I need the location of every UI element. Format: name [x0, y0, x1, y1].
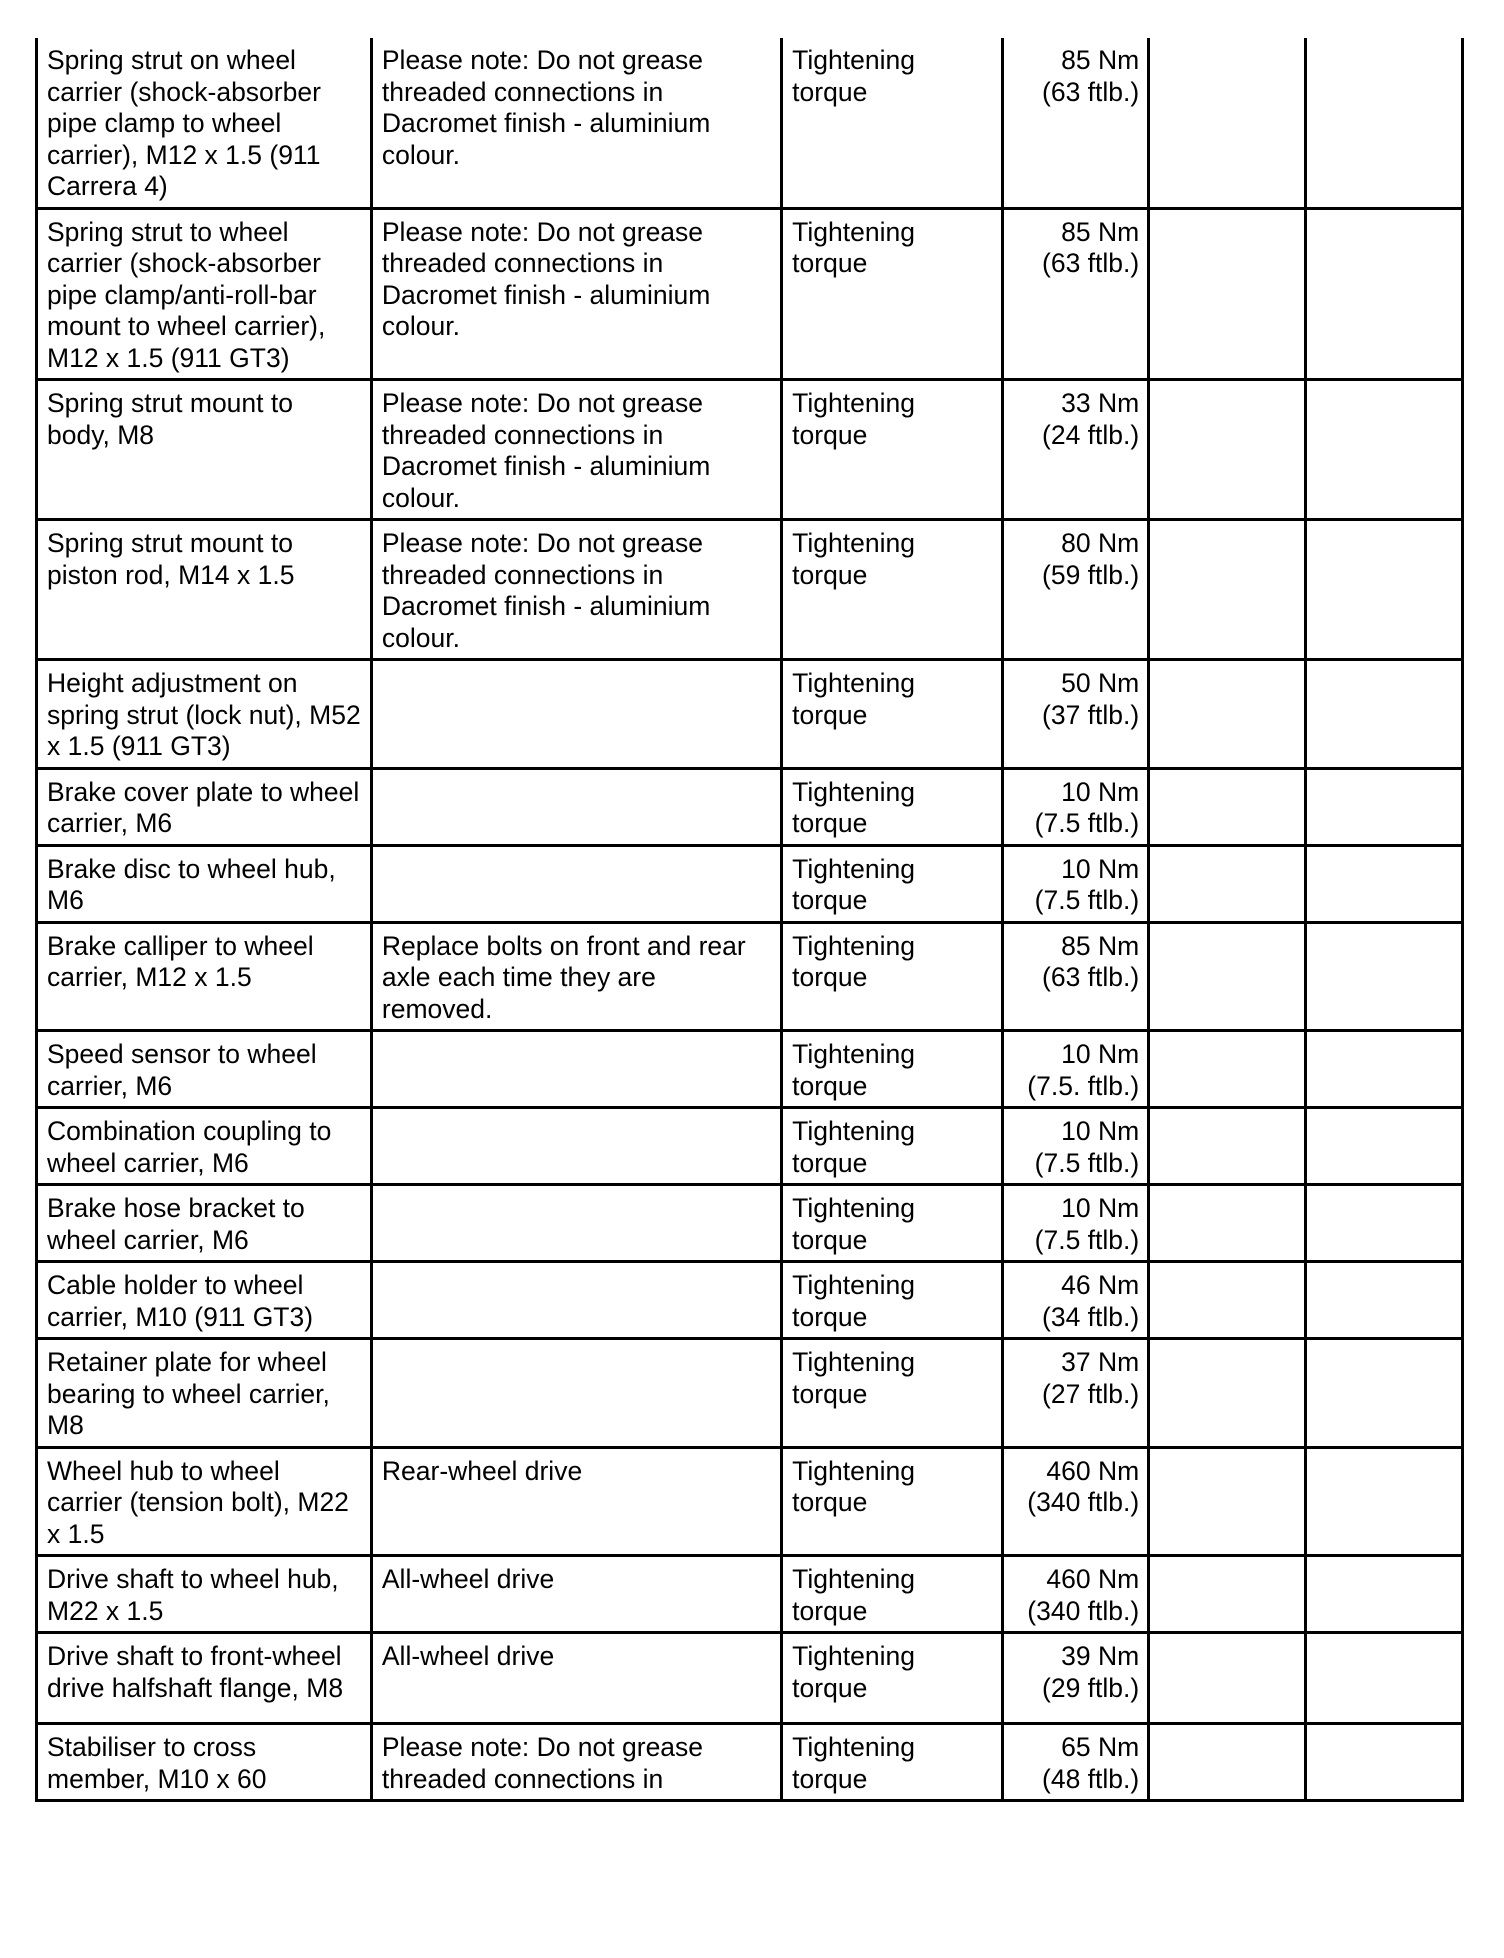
empty-cell: [1306, 1031, 1463, 1108]
component-cell: Height adjustment on spring strut (lock nut), M52 x 1.5 (911 GT3): [37, 660, 372, 769]
note-cell: Please note: Do not grease threaded connections in Dacromet finish - aluminium colour.: [371, 208, 781, 380]
table-row: [37, 1556, 1463, 1633]
torque-type-cell: Tightening torque: [782, 208, 1003, 380]
empty-cell: [1306, 1262, 1463, 1339]
torque-type-cell: Tightening torque: [782, 380, 1003, 520]
empty-cell: [1149, 38, 1306, 208]
empty-cell: [1306, 1447, 1463, 1556]
torque-type-cell: Tightening torque: [782, 1633, 1003, 1724]
component-cell: Drive shaft to front-wheel drive halfshaft flange, M8: [37, 1633, 372, 1724]
torque-value-cell: 46 Nm (34 ftlb.): [1003, 1262, 1149, 1339]
table-row: [37, 845, 1463, 922]
component-cell: Brake cover plate to wheel carrier, M6: [37, 768, 372, 845]
note-cell: [371, 660, 781, 769]
note-cell: Rear-wheel drive: [371, 1447, 781, 1556]
empty-cell: [1306, 1108, 1463, 1185]
empty-cell: [1306, 38, 1463, 208]
torque-value-cell: 85 Nm (63 ftlb.): [1003, 922, 1149, 1031]
torque-type-cell: Tightening torque: [782, 1556, 1003, 1633]
torque-type-cell: Tightening torque: [782, 1262, 1003, 1339]
empty-cell: [1149, 1556, 1306, 1633]
note-cell: [371, 845, 781, 922]
note-cell: [371, 1339, 781, 1448]
torque-table-body: [37, 38, 1463, 1801]
torque-type-cell: Tightening torque: [782, 1447, 1003, 1556]
torque-type-cell: Tightening torque: [782, 660, 1003, 769]
empty-cell: [1149, 1339, 1306, 1448]
table-row: [37, 208, 1463, 380]
table-row: [37, 1447, 1463, 1556]
note-cell: Please note: Do not grease threaded connections in Dacromet finish - aluminium colour.: [371, 38, 781, 208]
component-cell: Speed sensor to wheel carrier, M6: [37, 1031, 372, 1108]
note-cell: [371, 1262, 781, 1339]
torque-value-cell: 37 Nm (27 ftlb.): [1003, 1339, 1149, 1448]
torque-type-cell: Tightening torque: [782, 1031, 1003, 1108]
empty-cell: [1149, 1724, 1306, 1801]
empty-cell: [1306, 768, 1463, 845]
empty-cell: [1306, 1633, 1463, 1724]
table-row: [37, 1031, 1463, 1108]
table-row: [37, 1185, 1463, 1262]
torque-value-cell: 80 Nm (59 ftlb.): [1003, 520, 1149, 660]
empty-cell: [1306, 1185, 1463, 1262]
empty-cell: [1306, 1724, 1463, 1801]
component-cell: Wheel hub to wheel carrier (tension bolt), M22 x 1.5: [37, 1447, 372, 1556]
empty-cell: [1306, 660, 1463, 769]
component-cell: Spring strut on wheel carrier (shock-absorber pipe clamp to wheel carrier), M12 x 1.5 (911 Carrera 4): [37, 38, 372, 208]
empty-cell: [1306, 922, 1463, 1031]
component-cell: Brake calliper to wheel carrier, M12 x 1.5: [37, 922, 372, 1031]
note-cell: [371, 768, 781, 845]
note-cell: Please note: Do not grease threaded connections in Dacromet finish - aluminium colour.: [371, 520, 781, 660]
component-cell: Spring strut mount to piston rod, M14 x 1.5: [37, 520, 372, 660]
table-row: [37, 1108, 1463, 1185]
empty-cell: [1306, 208, 1463, 380]
component-cell: Drive shaft to wheel hub, M22 x 1.5: [37, 1556, 372, 1633]
component-cell: Brake hose bracket to wheel carrier, M6: [37, 1185, 372, 1262]
component-cell: Combination coupling to wheel carrier, M6: [37, 1108, 372, 1185]
torque-value-cell: 33 Nm (24 ftlb.): [1003, 380, 1149, 520]
torque-value-cell: 50 Nm (37 ftlb.): [1003, 660, 1149, 769]
empty-cell: [1149, 1031, 1306, 1108]
torque-value-cell: 10 Nm (7.5 ftlb.): [1003, 768, 1149, 845]
empty-cell: [1306, 845, 1463, 922]
empty-cell: [1149, 1185, 1306, 1262]
torque-value-cell: 65 Nm (48 ftlb.): [1003, 1724, 1149, 1801]
empty-cell: [1306, 1556, 1463, 1633]
empty-cell: [1306, 520, 1463, 660]
component-cell: Brake disc to wheel hub, M6: [37, 845, 372, 922]
torque-type-cell: Tightening torque: [782, 38, 1003, 208]
table-row: [37, 768, 1463, 845]
component-cell: Spring strut mount to body, M8: [37, 380, 372, 520]
note-cell: Replace bolts on front and rear axle each time they are removed.: [371, 922, 781, 1031]
torque-type-cell: Tightening torque: [782, 1724, 1003, 1801]
torque-value-cell: 39 Nm (29 ftlb.): [1003, 1633, 1149, 1724]
empty-cell: [1149, 1633, 1306, 1724]
table-row: [37, 922, 1463, 1031]
component-cell: Retainer plate for wheel bearing to wheel carrier, M8: [37, 1339, 372, 1448]
empty-cell: [1149, 380, 1306, 520]
table-row: [37, 380, 1463, 520]
table-row: [37, 38, 1463, 208]
torque-type-cell: Tightening torque: [782, 1108, 1003, 1185]
torque-value-cell: 85 Nm (63 ftlb.): [1003, 208, 1149, 380]
table-row: [37, 520, 1463, 660]
component-cell: Stabiliser to cross member, M10 x 60: [37, 1724, 372, 1801]
torque-value-cell: 10 Nm (7.5 ftlb.): [1003, 845, 1149, 922]
table-row: [37, 1633, 1463, 1724]
empty-cell: [1149, 660, 1306, 769]
torque-type-cell: Tightening torque: [782, 1185, 1003, 1262]
note-cell: [371, 1031, 781, 1108]
torque-value-cell: 460 Nm (340 ftlb.): [1003, 1556, 1149, 1633]
note-cell: All-wheel drive: [371, 1633, 781, 1724]
table-row: [37, 1724, 1463, 1801]
torque-value-cell: 85 Nm (63 ftlb.): [1003, 38, 1149, 208]
table-row: [37, 660, 1463, 769]
empty-cell: [1149, 922, 1306, 1031]
component-cell: Cable holder to wheel carrier, M10 (911 GT3): [37, 1262, 372, 1339]
empty-cell: [1149, 208, 1306, 380]
empty-cell: [1149, 1447, 1306, 1556]
table-row: [37, 1339, 1463, 1448]
note-cell: Please note: Do not grease threaded connections in Dacromet finish - aluminium colour.: [371, 380, 781, 520]
torque-type-cell: Tightening torque: [782, 845, 1003, 922]
torque-value-cell: 10 Nm (7.5. ftlb.): [1003, 1031, 1149, 1108]
torque-value-cell: 10 Nm (7.5 ftlb.): [1003, 1108, 1149, 1185]
note-cell: All-wheel drive: [371, 1556, 781, 1633]
empty-cell: [1306, 380, 1463, 520]
empty-cell: [1149, 768, 1306, 845]
empty-cell: [1149, 845, 1306, 922]
note-cell: [371, 1185, 781, 1262]
torque-type-cell: Tightening torque: [782, 768, 1003, 845]
torque-value-cell: 10 Nm (7.5 ftlb.): [1003, 1185, 1149, 1262]
empty-cell: [1149, 1108, 1306, 1185]
torque-type-cell: Tightening torque: [782, 922, 1003, 1031]
torque-type-cell: Tightening torque: [782, 520, 1003, 660]
torque-table: [35, 38, 1464, 1802]
empty-cell: [1149, 520, 1306, 660]
component-cell: Spring strut to wheel carrier (shock-absorber pipe clamp/anti-roll-bar mount to wheel carrier), M12 x 1.5 (911 GT3): [37, 208, 372, 380]
note-cell: Please note: Do not grease threaded connections in: [371, 1724, 781, 1801]
empty-cell: [1149, 1262, 1306, 1339]
torque-spec-sheet: [35, 38, 1464, 1958]
empty-cell: [1306, 1339, 1463, 1448]
note-cell: [371, 1108, 781, 1185]
torque-value-cell: 460 Nm (340 ftlb.): [1003, 1447, 1149, 1556]
torque-type-cell: Tightening torque: [782, 1339, 1003, 1448]
table-row: [37, 1262, 1463, 1339]
